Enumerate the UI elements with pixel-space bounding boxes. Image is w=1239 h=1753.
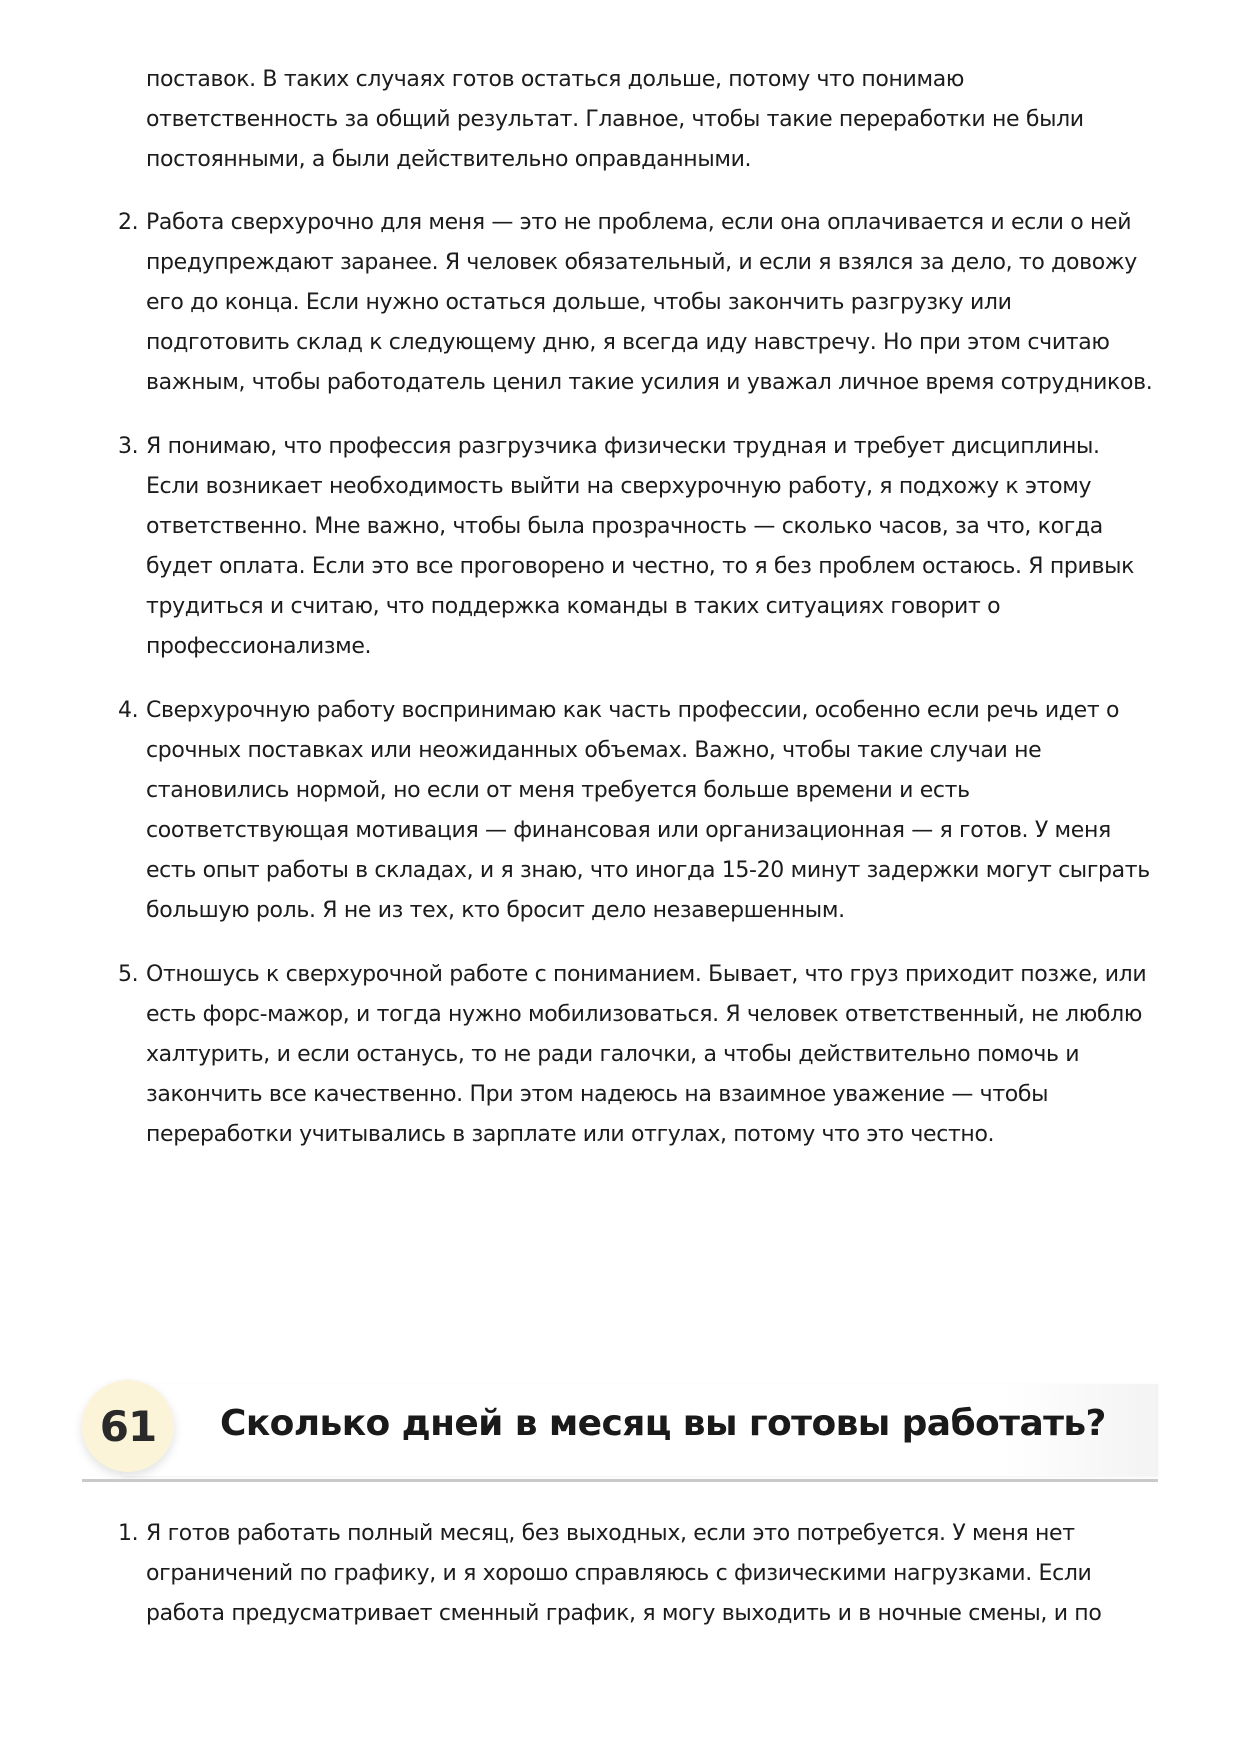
answer-list [118,1514,1156,1658]
question-header [82,1378,1158,1482]
question-title: Сколько дней в месяц вы готовы работать? [220,1403,1106,1444]
divider [82,1479,1158,1482]
list-item-text: Сверхурочную работу воспринимаю как часть профессии, особенно если речь идет о срочных поставках или неожиданных объемах. Важно, чтобы такие случаи не становились нормой, но если от меня требуется больше времени и есть соответствующая мотивация — финансовая или организационная — я готов. У меня есть опыт работы в складах, и я знаю, что иногда 15-20 минут задержки могут сыграть большую роль. Я не из тех, кто бросит дело незавершенным. [146,698,1150,923]
list-item-text: Работа сверхурочно для меня — это не проблема, если она оплачивается и если о ней предупреждают заранее. Я человек обязательный, и если я взялся за дело, то довожу его до конца. Если нужно остаться дольше, чтобы закончить разгрузку или подготовить склад к следующему дню, я всегда иду навстречу. Но при этом считаю важным, чтобы работодатель ценил такие усилия и уважал личное время сотрудников. [146,210,1153,395]
list-item [118,203,1156,403]
list-item-text: Я готов работать полный месяц, без выходных, если это потребуется. У меня нет ограничений по графику, и я хорошо справляюсь с физическими нагрузками. Если работа предусматривает сменный график, я могу выходить и в ночные смены, и по [146,1521,1102,1626]
list-item-text: Я понимаю, что профессия разгрузчика физически трудная и требует дисциплины. Если возникает необходимость выйти на сверхурочную работу, я подхожу к этому ответственно. Мне важно, чтобы была прозрачность — сколько часов, за что, когда будет оплата. Если это все проговорено и честно, то я без проблем остаюсь. Я привык трудиться и считаю, что поддержка команды в таких ситуациях говорит о профессионализме. [146,434,1135,659]
continuation-paragraph: поставок. В таких случаях готов остаться дольше, потому что понимаю ответственность за общий результат. Главное, чтобы такие переработки не были постоянными, а были действительно оправданными. [146,67,1084,172]
list-item [118,955,1156,1155]
list-item [118,427,1156,667]
list-item-number: 2. [118,210,139,235]
question-number-badge: 61 [82,1380,174,1472]
list-item-number: 5. [118,962,139,987]
list-item-number: 1. [118,1521,139,1546]
list-item [118,691,1156,931]
list-item-number: 3. [118,434,139,459]
list-item [118,1514,1156,1634]
list-item-text: Отношусь к сверхурочной работе с пониманием. Бывает, что груз приходит позже, или есть форс-мажор, и тогда нужно мобилизоваться. Я человек ответственный, не люблю халтурить, и если останусь, то не ради галочки, а чтобы действительно помочь и закончить все качественно. При этом надеюсь на взаимное уважение — чтобы переработки учитывались в зарплате или отгулах, потому что это честно. [146,962,1147,1147]
list-item-number: 4. [118,698,139,723]
answer-list [118,203,1156,1179]
